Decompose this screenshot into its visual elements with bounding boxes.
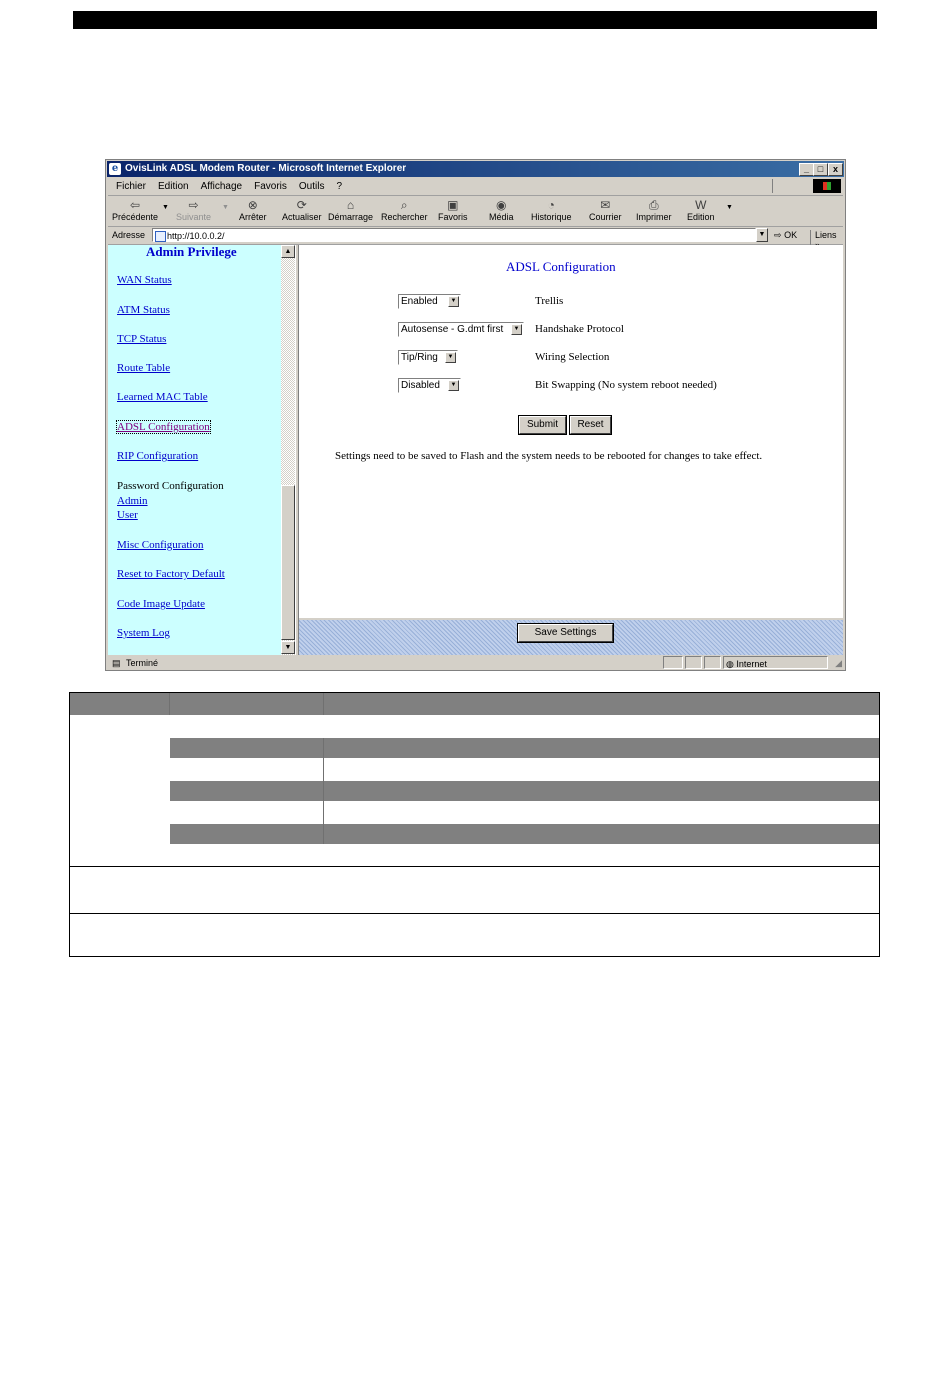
favorites-label: Favoris [438, 212, 468, 222]
favorites-button[interactable] [438, 198, 468, 222]
title-bar [107, 161, 844, 177]
history-icon: ◔ [547, 198, 555, 212]
status-cell [663, 656, 683, 669]
windows-logo-icon [813, 179, 841, 193]
history-button[interactable] [531, 198, 572, 222]
page-title: ADSL Configuration [506, 259, 616, 274]
go-arrow-icon: ⇨ [774, 230, 782, 240]
search-label: Rechercher [381, 212, 428, 222]
save-settings-button[interactable]: Save Settings [518, 624, 613, 642]
forward-button[interactable] [176, 198, 211, 222]
reset-button[interactable]: Reset [570, 416, 611, 434]
home-button[interactable] [328, 198, 373, 222]
chevron-down-icon: ▼ [448, 296, 459, 307]
status-text: Terminé [126, 658, 159, 668]
sidebar-title: Admin Privilege [146, 245, 237, 259]
table-divider [70, 866, 879, 867]
back-label: Précédente [112, 212, 159, 222]
sidebar-item-tcp-status[interactable]: TCP Status [117, 333, 167, 345]
notice-text: Settings need to be saved to Flash and the system needs to be rebooted for changes to take effect. [335, 450, 763, 462]
back-button[interactable] [112, 198, 158, 222]
status-bar [108, 656, 843, 670]
menu-outils[interactable]: Outils [298, 181, 325, 192]
menu-fichier[interactable]: Fichier [116, 181, 147, 192]
scroll-up-icon[interactable]: ▲ [281, 245, 295, 258]
sidebar-item-code-image-update[interactable]: Code Image Update [117, 598, 205, 610]
bit-swapping-select[interactable] [398, 378, 461, 393]
minimize-button[interactable]: _ [799, 163, 814, 176]
home-icon: ⌂ [346, 198, 355, 212]
sidebar-item-adsl-configuration[interactable]: ADSL Configuration [117, 421, 210, 433]
toolbar: ⇦ Précédente ▼ ⇨ Suivante ▼ ⊗ Arrêter ⟳ Actualiser ⌂ Démarrage ⌕ Rechercher ▣ Favoris ◉ Média ◔ Historique ✉ Courrier ⎙ Imprimer W Edition ▼ [108, 196, 843, 227]
sidebar-scrollbar[interactable] [281, 245, 295, 655]
sidebar-item-system-log[interactable]: System Log [117, 627, 170, 639]
page-area [108, 245, 843, 655]
scroll-thumb[interactable] [281, 485, 295, 640]
trellis-select[interactable] [398, 294, 461, 309]
go-label: OK [784, 230, 798, 240]
address-url: http://10.0.0.2/ [167, 231, 225, 241]
stop-button[interactable] [239, 198, 267, 222]
wiring-selection-value: Tip/Ring [401, 352, 438, 363]
maximize-button[interactable]: □ [813, 163, 828, 176]
ie-logo-icon: e [109, 163, 121, 175]
address-dropdown-icon[interactable]: ▼ [756, 228, 768, 242]
mail-icon: ✉ [600, 198, 611, 212]
go-button[interactable] [774, 230, 797, 241]
edit-label: Edition [687, 212, 715, 222]
print-button[interactable] [636, 198, 672, 222]
status-zone-label: Internet [736, 659, 767, 669]
handshake-protocol-value: Autosense - G.dmt first [401, 324, 504, 335]
menu-help[interactable]: ? [336, 181, 343, 192]
menu-edition[interactable]: Edition [158, 181, 189, 192]
submit-button[interactable]: Submit [519, 416, 566, 434]
toolbar-grip-icon[interactable] [772, 179, 791, 193]
window-title: OvisLink ADSL Modem Router - Microsoft Internet Explorer [125, 163, 407, 174]
sidebar-item-route-table[interactable]: Route Table [117, 362, 171, 374]
resize-grip-icon[interactable]: ◢ [835, 658, 842, 668]
mail-label: Courrier [589, 212, 622, 222]
close-button[interactable]: x [828, 163, 843, 176]
sidebar-item-admin[interactable]: Admin [117, 495, 148, 507]
chevron-down-icon: ▼ [445, 352, 456, 363]
address-input[interactable] [152, 228, 756, 242]
chevron-down-icon: ▼ [511, 324, 522, 335]
address-bar [108, 227, 843, 245]
save-frame [299, 620, 843, 655]
sidebar-item-misc-configuration[interactable]: Misc Configuration [117, 539, 204, 551]
media-label: Média [489, 212, 514, 222]
bit-swapping-value: Disabled [401, 380, 440, 391]
main-frame [299, 245, 843, 618]
edit-button[interactable] [687, 198, 715, 222]
media-icon: ◉ [496, 198, 507, 212]
sidebar-item-user[interactable]: User [117, 509, 138, 521]
table-divider [70, 913, 879, 914]
refresh-button[interactable] [282, 198, 322, 222]
status-cell [704, 656, 721, 669]
menu-bar [108, 178, 843, 196]
print-icon: ⎙ [648, 198, 659, 212]
search-button[interactable] [381, 198, 428, 222]
globe-icon: ◍ [726, 659, 734, 669]
sidebar-item-atm-status[interactable]: ATM Status [117, 304, 170, 316]
refresh-label: Actualiser [282, 212, 322, 222]
parameter-table [69, 692, 880, 957]
handshake-protocol-select[interactable] [398, 322, 524, 337]
status-cell [685, 656, 702, 669]
sidebar-item-rip-configuration[interactable]: RIP Configuration [117, 450, 199, 462]
menu-favoris[interactable]: Favoris [254, 181, 287, 192]
sidebar-item-learned-mac-table[interactable]: Learned MAC Table [117, 391, 208, 403]
media-button[interactable] [489, 198, 514, 222]
page-icon [155, 231, 166, 242]
sidebar-item-wan-status[interactable]: WAN Status [117, 274, 172, 286]
forward-arrow-icon: ⇨ [188, 198, 199, 212]
bit-swapping-label: Bit Swapping (No system reboot needed) [535, 379, 717, 391]
refresh-icon: ⟳ [296, 198, 307, 212]
scroll-down-icon[interactable]: ▼ [281, 641, 295, 654]
chevron-down-icon: ▼ [448, 380, 459, 391]
table-header-band [70, 693, 879, 715]
table-row-band [170, 824, 879, 844]
search-icon: ⌕ [400, 198, 408, 212]
handshake-protocol-label: Handshake Protocol [535, 323, 624, 335]
table-col-separator [323, 693, 324, 715]
stop-label: Arrêter [239, 212, 267, 222]
wiring-selection-select[interactable] [398, 350, 458, 365]
history-label: Historique [531, 212, 572, 222]
sidebar-item-password-configuration: Password Configuration [117, 480, 224, 492]
sidebar-frame [108, 245, 281, 655]
address-label: Adresse [112, 230, 146, 240]
mail-button[interactable] [589, 198, 622, 222]
home-label: Démarrage [328, 212, 374, 222]
menu-affichage[interactable]: Affichage [200, 181, 243, 192]
stop-icon: ⊗ [247, 198, 258, 212]
back-arrow-icon: ⇦ [129, 198, 141, 212]
links-label: Liens [815, 230, 837, 240]
status-zone [723, 656, 828, 669]
table-row-band [170, 738, 879, 758]
wiring-selection-label: Wiring Selection [535, 351, 610, 363]
status-page-icon: ▤ [112, 658, 121, 668]
table-row-band [170, 781, 879, 801]
print-label: Imprimer [636, 212, 672, 222]
page-header-bar [73, 11, 877, 29]
browser-window [105, 159, 846, 671]
trellis-label: Trellis [535, 295, 564, 307]
trellis-value: Enabled [401, 296, 438, 307]
table-col-separator [323, 738, 324, 844]
favorites-icon: ▣ [447, 198, 459, 212]
table-col-separator [169, 693, 170, 715]
forward-label: Suivante [176, 212, 212, 222]
word-icon: W [695, 198, 707, 212]
sidebar-item-reset-factory-default[interactable]: Reset to Factory Default [117, 568, 225, 580]
